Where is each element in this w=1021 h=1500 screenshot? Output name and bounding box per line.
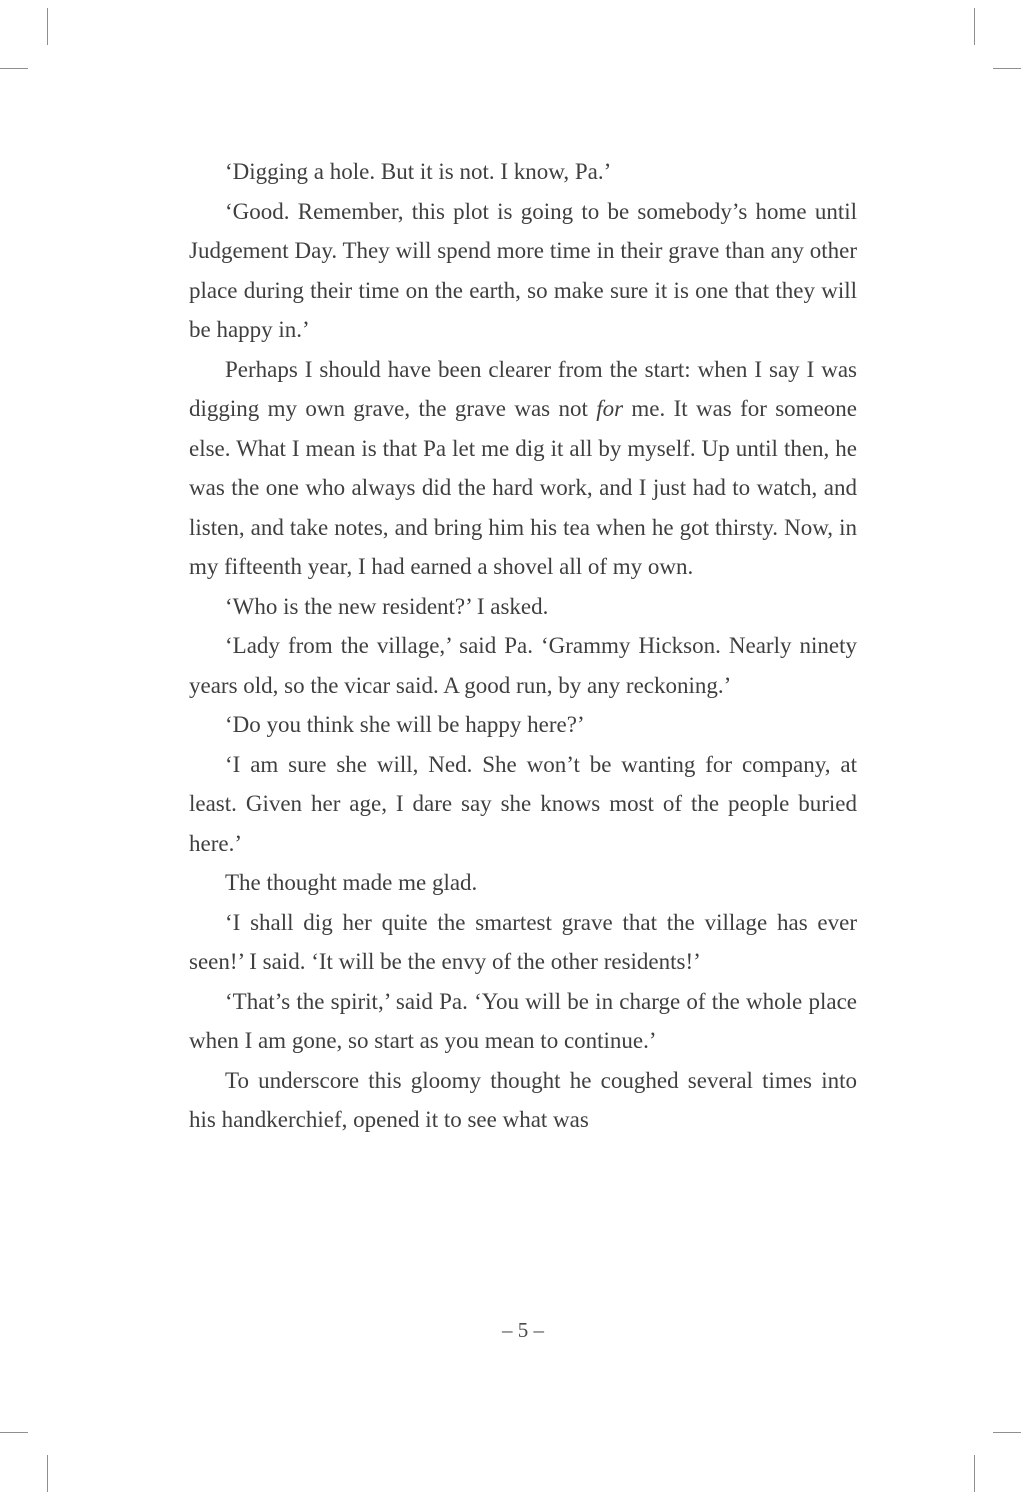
paragraph: ‘Digging a hole. But it is not. I know, Pa.’ [225,159,612,184]
crop-mark-top-left-horizontal [0,68,28,69]
paragraph: The thought made me glad. [225,870,478,895]
page-number: – 5 – [502,1318,544,1342]
paragraph: ‘Good. Remember, this plot is going to be somebody’s home until Judgement Day. They will spend more time in their grave than any other place during their time on the earth, so make sure it is one that they will be happy in.’ [189,198,857,342]
paragraph: ‘I shall dig her quite the smartest grave that the village has ever seen!’ I said. ‘It will be the envy of the other residents!’ [189,909,857,974]
crop-mark-bottom-left-horizontal [0,1432,28,1433]
paragraph-text-italic: for [596,396,624,421]
crop-mark-bottom-right-vertical [974,1455,975,1492]
paragraph: ‘Who is the new resident?’ I asked. [225,593,549,619]
crop-mark-bottom-right-horizontal [993,1432,1021,1433]
paragraph: ‘That’s the spirit,’ said Pa. ‘You will be in charge of the whole place when I am gone, so start as you mean to continue.’ [189,988,857,1053]
crop-mark-bottom-left-vertical [47,1455,48,1492]
paragraph: ‘Do you think she will be happy here?’ [225,712,585,737]
paragraph: To underscore this gloomy thought he coughed several times into his handkerchief, opened it to see what was [189,1067,857,1132]
paragraph: ‘Lady from the village,’ said Pa. ‘Grammy Hickson. Nearly ninety years old, so the vicar said. A good run, by any reckoning.’ [189,633,857,698]
crop-mark-top-left-vertical [47,8,48,45]
paragraph-text: Perhaps I should have been clearer from the start: when I say I was digging my own grave, the grave was not [189,356,857,421]
paragraph [189,350,857,587]
text-block [189,152,857,1140]
crop-mark-top-right-vertical [974,8,975,45]
paragraph-text: me. It was for someone else. What I mean is that Pa let me dig it all by myself. Up until then, he was the one who always did the hard work, and I just had to watch, and listen, and take notes, and bring him his tea when he got thirsty. Now, in my fifteenth year, I had earned a shovel all of my own. [189,396,857,579]
crop-mark-top-right-horizontal [993,68,1021,69]
paragraph: ‘I am sure she will, Ned. She won’t be wanting for company, at least. Given her age, I dare say she knows most of the people buried here.’ [189,751,857,856]
